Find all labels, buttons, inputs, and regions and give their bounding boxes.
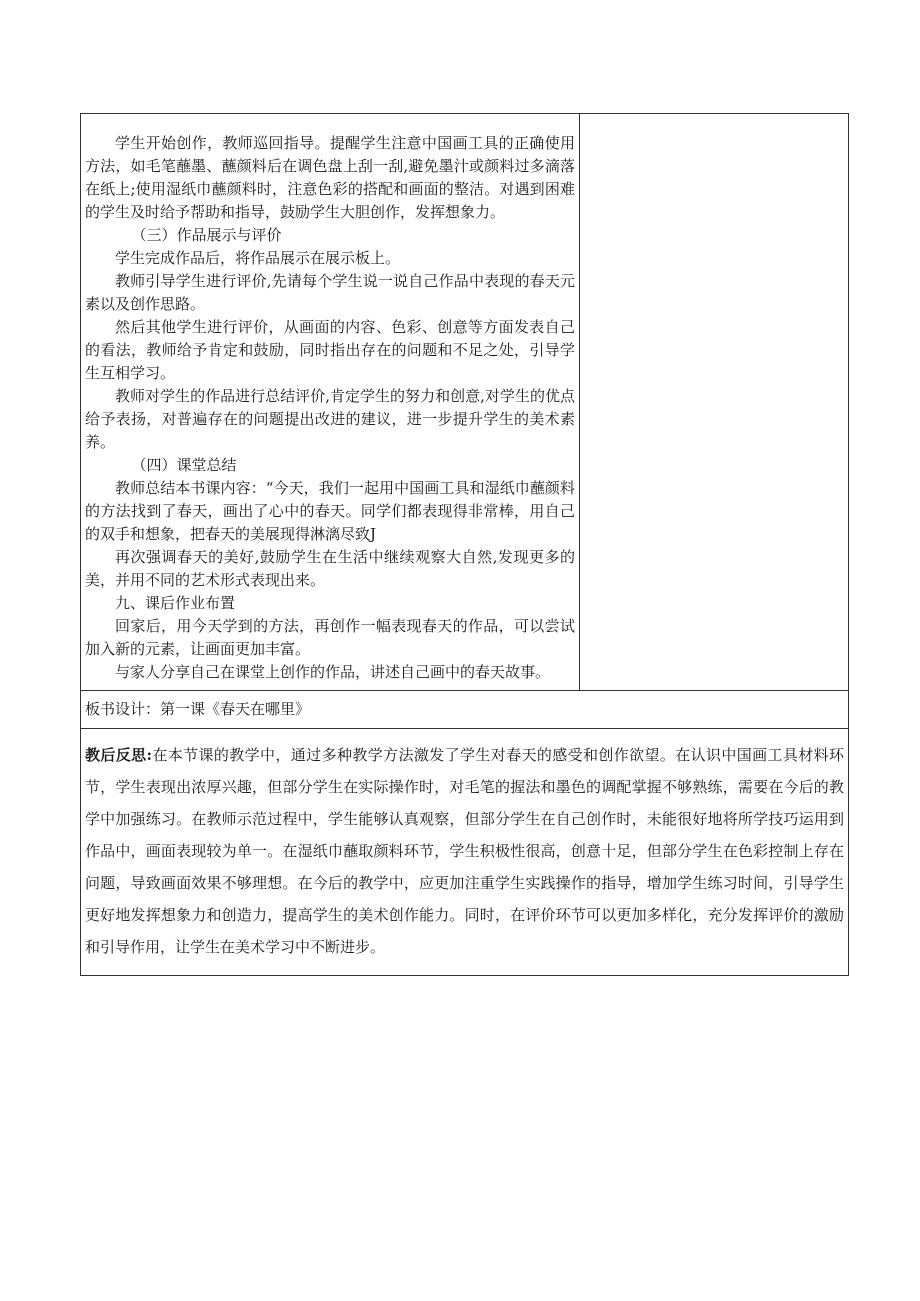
notes-cell xyxy=(580,114,849,691)
board-design-cell: 板书设计：第一课《春天在哪里》 xyxy=(81,691,849,729)
lesson-plan-table xyxy=(80,113,849,976)
reflection-cell xyxy=(81,729,849,976)
paragraph-student-creation: 学生开始创作，教师巡回指导。提醒学生注意中国画工具的正确使用方法，如毛笔蘸墨、蘸颜料后在调色盘上刮一刮,避免墨汁或颜料过多滴落在纸上;使用湿纸巾蘸颜料时，注意色彩的搭配和画面的整洁。对遇到困难的学生及时给予帮助和指导，鼓励学生大胆创作，发挥想象力。 xyxy=(85,134,575,221)
paragraph-emphasize-spring: 再次强调春天的美好,鼓励学生在生活中继续观察大自然,发现更多的美，并用不同的艺术形式表现出来。 xyxy=(85,548,575,589)
paragraph-homework-share: 与家人分享自己在课堂上创作的作品，讲述自己画中的春天故事。 xyxy=(115,663,551,681)
teaching-process-cell xyxy=(81,114,580,691)
paragraph-homework-create: 回家后，用今天学到的方法，再创作一幅表现春天的作品，可以尝试加入新的元素，让画面更加丰富。 xyxy=(85,617,575,658)
paragraph-teacher-evaluation: 教师对学生的作品进行总结评价,肯定学生的努力和创意,对学生的优点给予表扬，对普遍存在的问题提出改进的建议，进一步提升学生的美术素养。 xyxy=(85,387,575,451)
paragraph-peer-evaluation: 然后其他学生进行评价，从画面的内容、色彩、创意等方面发表自己的看法，教师给予肯定和鼓励，同时指出存在的问题和不足之处，引导学生互相学习。 xyxy=(85,318,575,382)
reflection-row xyxy=(81,729,849,976)
paragraph-display-board: 学生完成作品后，将作品展示在展示板上。 xyxy=(115,249,401,267)
process-row xyxy=(81,114,849,691)
heading-class-summary: （四）课堂总结 xyxy=(131,456,237,474)
board-design-row xyxy=(81,691,849,729)
paragraph-summary-quote: 教师总结本书课内容：“今天，我们一起用中国画工具和湿纸巾蘸颜料的方法找到了春天，画出了心中的春天。同学们都表现得非常棒，用自己的双手和想象，把春天的美展现得淋漓尽致J xyxy=(85,479,575,543)
heading-display-evaluation: （三）作品展示与评价 xyxy=(131,226,282,244)
heading-homework: 九、课后作业布置 xyxy=(115,594,236,612)
lesson-plan-page xyxy=(80,113,844,976)
reflection-text: 在本节课的教学中，通过多种教学方法激发了学生对春天的感受和创作欲望。在认识中国画工具材料环节，学生表现出浓厚兴趣，但部分学生在实际操作时，对毛笔的握法和墨色的调配掌握不够熟练，需要在今后的教学中加强练习。在教师示范过程中，学生能够认真观察，但部分学生在自己创作时，未能很好地将所学技巧运用到作品中，画面表现较为单一。在湿纸巾蘸取颜料环节，学生积极性很高，创意十足，但部分学生在色彩控制上存在问题，导致画面效果不够理想。在今后的教学中，应更加注重学生实践操作的指导，增加学生练习时间，引导学生更好地发挥想象力和创造力，提高学生的美术创作能力。同时，在评价环节可以更加多样化，充分发挥评价的激励和引导作用，让学生在美术学习中不断进步。 xyxy=(85,746,844,956)
paragraph-self-evaluation: 教师引导学生进行评价,先请每个学生说一说自己作品中表现的春天元素以及创作思路。 xyxy=(85,272,575,313)
reflection-label: 教后反思: xyxy=(85,746,153,764)
